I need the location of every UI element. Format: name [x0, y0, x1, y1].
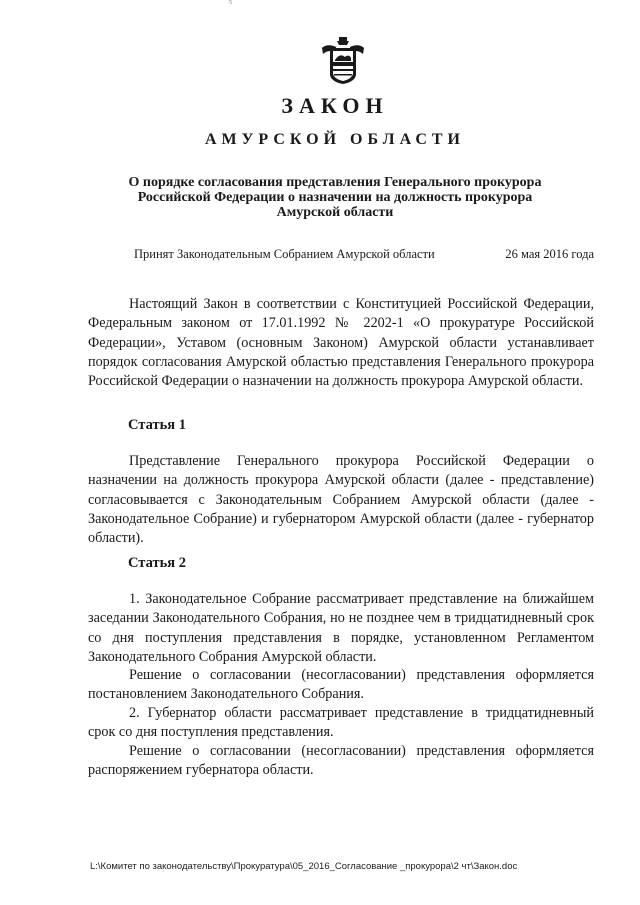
article-2-paragraph: 2. Губернатор области рассматривает представление в тридцатидневный срок со дня поступления представления. — [88, 705, 594, 741]
law-heading-line: Российской Федерации о назначении на должность прокурора — [137, 190, 533, 205]
law-heading-line: О порядке согласования представления Генерального прокурора — [128, 175, 542, 190]
preamble-paragraph: Настоящий Закон в соответствии с Конституцией Российской Федерации, Федеральным законом от 17.01.1992 № 2202-1 «О прокуратуре Российской Федерации», Уставом (основным Законом) Амурской области устанавливает порядок согласования Амурской областью представления Генерального прокурора Российской Федерации о назначении на должность прокурора Амурской области. — [88, 296, 594, 390]
article-2-paragraph: Решение о согласовании (несогласовании) представления оформляется постановлением Законодательного Собрания. — [88, 667, 594, 703]
article-2-title: Статья 2 — [128, 555, 186, 571]
document-title: ЗАКОН — [281, 93, 389, 118]
document-subtitle: АМУРСКОЙ ОБЛАСТИ — [205, 131, 465, 148]
article-1-paragraph: Представление Генерального прокурора Российской Федерации о назначении на должность прокурора Амурской области (далее - представление) согласовывается с Законодательным Собранием Амурской области (далее - Законодательное Собрание) и губернатором Амурской области (далее - губернатор области). — [88, 453, 594, 547]
adoption-date: 26 мая 2016 года — [505, 247, 594, 261]
law-heading — [100, 175, 570, 220]
amur-coat-of-arms-icon — [318, 36, 368, 86]
law-heading-line: Амурской области — [276, 205, 394, 220]
article-2-paragraph: Решение о согласовании (несогласовании) представления оформляется распоряжением губернатора области. — [88, 743, 594, 779]
article-1-title: Статья 1 — [128, 417, 186, 433]
adoption-text: Принят Законодательным Собранием Амурской области — [134, 247, 435, 261]
article-2-paragraph: 1. Законодательное Собрание рассматривает представление на ближайшем заседании Законодательного Собрания, но не позднее чем в тридцатидневный срок со дня поступления представления в порядке, установленном Регламентом Законодательного Собрания Амурской области. — [88, 591, 594, 665]
page-speck: 5 — [229, 0, 232, 6]
footer-file-path: L:\Комитет по законодательству\Прокуратура\05_2016_Согласование _прокурора\2 чт\Закон.doc — [90, 861, 518, 872]
